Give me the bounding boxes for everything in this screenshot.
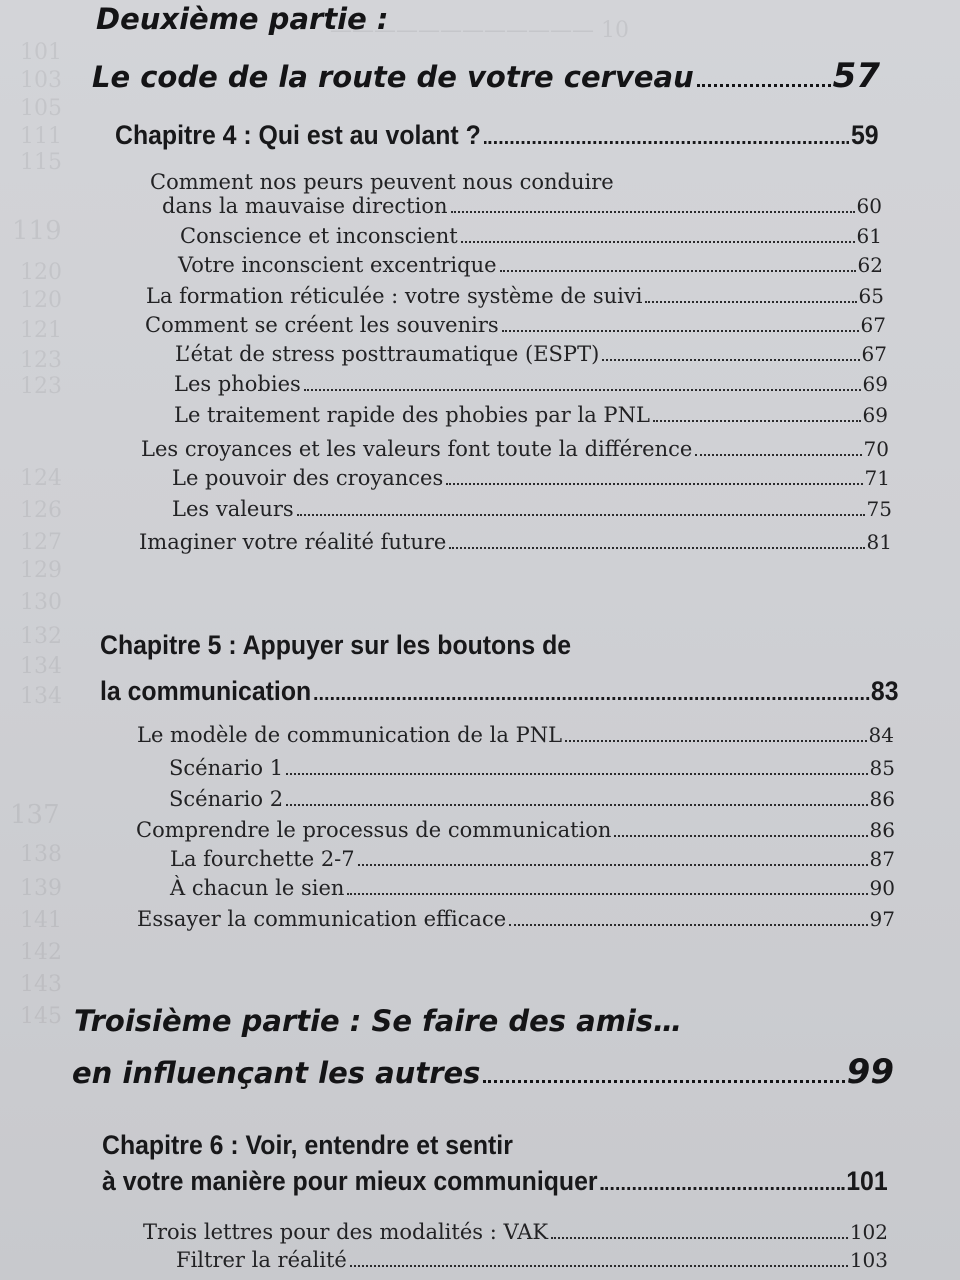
page-number: 101 <box>846 1166 888 1196</box>
dot-leader <box>484 141 850 144</box>
page-number: 102 <box>849 1220 888 1244</box>
page-number: 87 <box>869 847 895 871</box>
toc-entry-title: Le modèle de communication de la PNL <box>137 723 563 747</box>
part-title-line2: en influençant les autres <box>72 1056 481 1090</box>
dot-leader <box>350 1265 848 1267</box>
part-title-line1: Deuxième partie : <box>96 2 389 36</box>
dot-leader <box>645 301 856 303</box>
dot-leader <box>502 330 859 332</box>
dot-leader <box>551 1237 848 1239</box>
page-number: 70 <box>863 437 889 461</box>
dot-leader <box>653 420 861 422</box>
dot-leader <box>697 84 831 87</box>
page-number: 71 <box>864 466 890 490</box>
toc-entry-title: Imaginer votre réalité future <box>139 530 447 554</box>
toc-entry-title: Les valeurs <box>172 497 294 521</box>
toc-entry <box>172 466 890 490</box>
dot-leader <box>358 864 868 866</box>
toc-entry-title: Votre inconscient excentrique <box>178 253 497 277</box>
toc-entry <box>139 530 892 554</box>
toc-entry-title: Conscience et inconscient <box>180 224 458 248</box>
page-number: 62 <box>857 253 883 277</box>
dot-leader <box>600 1187 844 1190</box>
toc-entry-title: dans la mauvaise direction <box>162 194 448 218</box>
page-number: 75 <box>866 497 892 521</box>
toc-entry-title: Le pouvoir des croyances <box>172 466 444 490</box>
dot-leader <box>451 211 855 213</box>
toc-entry-title: Le traitement rapide des phobies par la PNL <box>174 403 650 427</box>
dot-leader <box>695 454 861 456</box>
toc-entry-title: Comment se créent les souvenirs <box>145 313 499 337</box>
page-number: 81 <box>866 530 892 554</box>
toc-entry <box>169 756 895 780</box>
toc-entry-title: Les croyances et les valeurs font toute la différence <box>141 437 693 461</box>
toc-entry <box>180 224 882 248</box>
toc-entry-title: Essayer la communication efficace <box>137 907 507 931</box>
page-number: 90 <box>869 876 895 900</box>
toc-entry <box>169 787 895 811</box>
chapter-title-line1: Chapitre 6 : Voir, entendre et sentir <box>102 1130 513 1160</box>
dot-leader <box>614 835 867 837</box>
page-number: 86 <box>869 787 895 811</box>
toc-entry-line1: Comment nos peurs peuvent nous conduire <box>150 170 614 194</box>
page-number: 83 <box>870 676 899 706</box>
toc-entry-title: À chacun le sien <box>170 876 345 900</box>
dot-leader <box>286 804 867 806</box>
dot-leader <box>449 547 864 549</box>
page-number: 65 <box>858 284 884 308</box>
page-number: 84 <box>868 723 894 747</box>
chapter-title: Chapitre 4 : Qui est au volant ? <box>115 120 481 150</box>
toc-entry <box>174 403 888 427</box>
toc-entry-title: Scénario 2 <box>169 787 284 811</box>
dot-leader <box>565 740 867 742</box>
dot-leader <box>500 270 856 272</box>
part-title-line2: Le code de la route de votre cerveau <box>92 60 694 94</box>
dot-leader <box>314 697 869 700</box>
dot-leader <box>286 773 867 775</box>
page-number: 67 <box>861 342 887 366</box>
page-number: 97 <box>869 907 895 931</box>
toc-entry <box>143 1220 888 1244</box>
toc-entry-title: La fourchette 2-7 <box>170 847 355 871</box>
dot-leader <box>483 1080 844 1083</box>
toc-entry <box>137 907 895 931</box>
toc-entry <box>141 437 889 461</box>
page-number: 57 <box>832 56 880 96</box>
toc-entry <box>136 818 895 842</box>
dot-leader <box>304 389 861 391</box>
toc-entry-title: Filtrer la réalité <box>176 1248 347 1272</box>
dot-leader <box>461 241 855 243</box>
dot-leader <box>446 483 862 485</box>
toc-entry <box>145 313 886 337</box>
page-number: 86 <box>869 818 895 842</box>
toc-entry-title: L’état de stress posttraumatique (ESPT) <box>175 342 600 366</box>
toc-entry-title: Scénario 1 <box>169 756 284 780</box>
page-number: 99 <box>846 1052 894 1092</box>
toc-entry <box>170 847 895 871</box>
part-entry <box>92 56 880 96</box>
dot-leader <box>297 514 865 516</box>
dot-leader <box>509 924 867 926</box>
chapter-title-line1: Chapitre 5 : Appuyer sur les boutons de <box>100 630 572 660</box>
dot-leader <box>347 893 867 895</box>
toc-entry <box>146 284 884 308</box>
toc-entry <box>175 342 887 366</box>
toc-entry <box>176 1248 888 1272</box>
page-number: 69 <box>862 403 888 427</box>
page-number: 61 <box>856 224 882 248</box>
part-entry <box>72 1052 894 1092</box>
toc-entry <box>162 194 882 218</box>
page-number: 85 <box>869 756 895 780</box>
chapter-entry <box>100 676 899 707</box>
part-title-line1: Troisième partie : Se faire des amis… <box>74 1004 683 1038</box>
toc-entry <box>137 723 894 747</box>
page-number: 69 <box>862 372 888 396</box>
chapter-title-line2: à votre manière pour mieux communiquer <box>102 1166 598 1196</box>
toc-entry-title: La formation réticulée : votre système de suivi <box>146 284 643 308</box>
toc-entry-title: Comprendre le processus de communication <box>136 818 612 842</box>
toc-entry-title: Les phobies <box>174 372 301 396</box>
chapter-title-line2: la communication <box>100 676 312 706</box>
page-number: 59 <box>850 120 879 150</box>
chapter-entry <box>102 1166 888 1197</box>
dot-leader <box>602 359 859 361</box>
toc-entry <box>170 876 895 900</box>
toc-entry-title: Trois lettres pour des modalités : VAK <box>143 1220 549 1244</box>
page-number: 60 <box>856 194 882 218</box>
chapter-entry <box>115 120 879 151</box>
toc-entry <box>178 253 883 277</box>
toc-entry <box>174 372 888 396</box>
page-number: 103 <box>849 1248 888 1272</box>
bleed-through-text: ———————————— 10 101 103 105 111 115 119 120 120 121 123 123 124 126 127 129 130 132 134 134 137 138 139 141 142 143 145 <box>10 18 629 1029</box>
toc-entry <box>172 497 892 521</box>
page-number: 67 <box>860 313 886 337</box>
